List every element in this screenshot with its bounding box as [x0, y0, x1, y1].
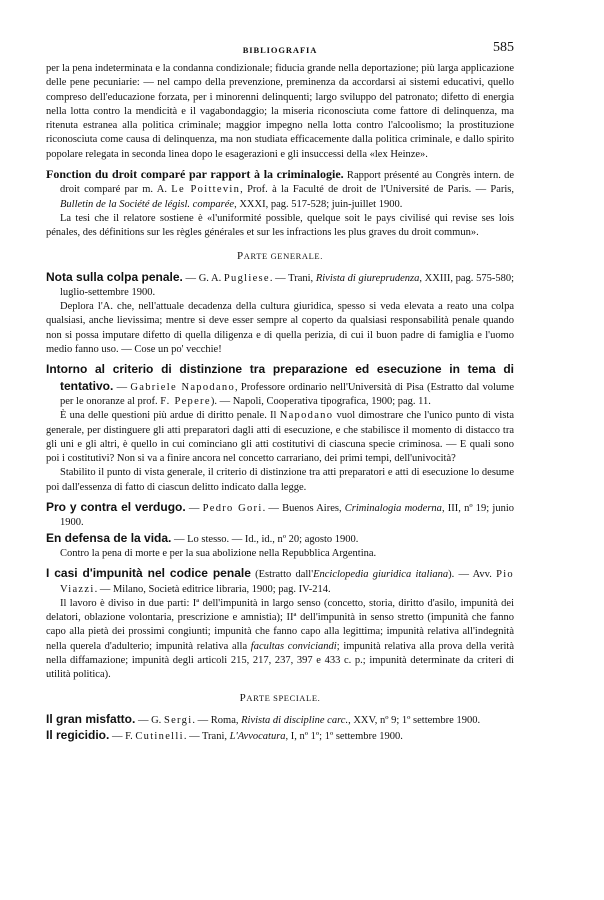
- entry-fonction: Fonction du droit comparé par rapport à la criminalogie. Rapport présenté au Congrès intern. de droit comparé par m. A. Le Poittevin, Prof. à la Faculté de droit de l'Université de Paris. — Paris, Bulletin de la Société de législ. comparée, XXXI, pag. 517-528; juin-juillet 1900.: [46, 167, 515, 210]
- entry-pro: Pro y contra el verdugo. — Pedro Gori. — Buenos Aires, Criminalogia moderna, III, nº 19; junio 1900.: [46, 500, 515, 529]
- entry-journal: Criminalogia moderna: [344, 503, 442, 515]
- entry-regicidio: Il regicidio. — F. Cutinelli. — Trani, L'Avvocatura, I, nº 1º; 1º settembre 1900.: [46, 727, 403, 742]
- entry-misfatto: Il gran misfatto. — G. Sergi. — Roma, Rivista di discipline carc., XXV, nº 9; 1º settembre 1900.: [46, 711, 481, 726]
- entry-title: Il regicidio.: [46, 727, 110, 742]
- running-title: BIBLIOGRAFIA: [242, 45, 318, 55]
- entry-author: Le Poittevin: [171, 184, 241, 196]
- entry-casi: I casi d'impunità nel codice penale (Estratto dall'Enciclopedia giuridica italiana). — Avv. Pio Viazzi. — Milano, Società editrice libraria, 1900; pag. IV-214.: [46, 566, 514, 595]
- entry-journal: Rivista di discipline carc.: [241, 714, 349, 726]
- entry-author: Cutinelli: [135, 730, 184, 742]
- entry-author: Gabriele Napodano: [130, 381, 236, 393]
- entry-journal: Enciclopedia giuridica italiana: [313, 569, 449, 581]
- page: [46, 40, 514, 744]
- entry-intorno: Intorno al criterio di distinzione tra preparazione ed esecuzione in tema di tentativo. — Gabriele Napodano, Professore ordinario nell'Università di Pisa (Estratto dal volume per le onoranze al prof. F. Pepere). — Napoli, Cooperativa tipografica, 1900; pag. 11.: [46, 362, 514, 407]
- entry-comment: La tesi che il relatore sostiene è «l'uniformité possible, quelque soit le pays civilisé qui revise ses lois pénales, des définitions sur les règles générales et sur les infractions les plus graves du droit commun».: [46, 212, 514, 239]
- section-heading-generale: PARTE GENERALE.: [237, 249, 323, 262]
- entry-author: Pedro Gori: [202, 503, 263, 515]
- entry-author: Pio Viazzi: [60, 569, 514, 595]
- entry-author: Pugliese: [223, 272, 270, 284]
- entry-title: Fonction du droit comparé par rapport à la criminalogie.: [46, 167, 344, 182]
- entry-title: Intorno al criterio di distinzione tra preparazione ed esecuzione in tema di tentativo.: [46, 362, 514, 393]
- entry-comment: Stabilito il punto di vista generale, il criterio di distinzione tra atti preparatori e atti di esecuzione lo desume poi dall'essenza di fatto di ciascun delitto indicato dalla legge.: [46, 467, 514, 493]
- entry-title: I casi d'impunità nel codice penale: [46, 566, 251, 581]
- entry-title: Pro y contra el verdugo.: [46, 500, 186, 515]
- entry-honoree: F. Pepere: [160, 395, 211, 407]
- entry-comment: Il lavoro è diviso in due parti: Iª dell'impunità in largo senso (concetto, storia, diritto d'asilo, impunità dei delatori, oblazione volontaria, prescrizione e amnistia); IIª dell'impunità in senso stretto (impunità che fanno capo alla pietà dei prossimi congiunti; impunità che fanno capo alla legittima; impunità relativa all'indegnità nella querela d'adulterio; impunità relativa alla facultas conviciandi; impunità relativa alla prova della verità nella diffamazione; impunità degli articoli 215, 217, 237, 397 e 433 c. p.; impunità determinate da criteri di utilità politica).: [46, 597, 514, 681]
- entry-comment: È una delle questioni più ardue di diritto penale. Il Napodano vuol dimostrare che l'unico punto di vista generale, per distinguere gli atti preparatori dagli atti di esecuzione, e che stabilisce il momento di distacco tra gli uni e gli altri, è quello in cui cominciano gli atti costitutivi di ciascuna specie criminosa. — E quali sono poi i costitutivi? Non si va a finire ancora nel concetto carrariano, dei primi tempi, dell'univocità?: [46, 410, 515, 465]
- entry-journal: Bulletin de la Société de législ. comparée: [60, 198, 235, 210]
- entry-nota: Nota sulla colpa penale. — G. A. Pugliese. — Trani, Rivista di giureprudenza, XXIII, pag. 575-580; luglio-settembre 1900.: [46, 269, 514, 298]
- entry-journal: L'Avvocatura: [229, 730, 286, 742]
- entry-comment: Contro la pena di morte e per la sua abolizione nella Repubblica Argentina.: [60, 547, 377, 559]
- entry-author: Sergi: [163, 714, 193, 726]
- entry-title: En defensa de la vida.: [46, 530, 172, 545]
- entry-title: Nota sulla colpa penale.: [46, 269, 183, 284]
- page-number: 585: [493, 40, 514, 55]
- entry-defensa: En defensa de la vida. — Lo stesso. — Id., id., nº 20; agosto 1900.: [46, 530, 359, 545]
- section-heading-speciale: PARTE SPECIALE.: [239, 691, 321, 704]
- continuation-paragraph: per la pena indeterminata e la condanna condizionale; fiducia grande nella deportazione; più larga applicazione delle pene pecuniarie: — nel campo della prevenzione, preminenza da accordarsi ai sistemi educativi, quello compreso dell'educazione forzata, per i minorenni delinquenti; largo sviluppo del patronato; difetto di energia nella lotta contro la mendicità e il vagabondaggio; la miseria riconosciuta come fattore di delinquenza, ma ritenuta estranea alla politica criminale; maggior impegno nella lotta contro l'alcoolismo; la prostituzione riconosciuta come causa di delinquenza, ma non studiata efficacemente dalla politica criminale, e dallo spirito popolare relegata in seconda linea dopo le esagerazioni e gli insuccessi della «lex Heinze».: [46, 63, 514, 160]
- entry-journal: Rivista di giureprudenza: [315, 272, 420, 284]
- entry-comment: Deplora l'A. che, nell'attuale decadenza della cultura giuridica, spesso si veda elevata a reato una colpa qualsiasi, anche lievissima; mentre si deve esser sempre al coperto da qualsiasi responsabilità penale quando non si possa imputare difetto di quella diligenza e di quella perizia, di cui il buon padre di famiglia e l'uomo medio fanno uso. — Cose un po' vecchie!: [46, 301, 514, 356]
- page-header: [46, 40, 514, 62]
- entry-title: Il gran misfatto.: [46, 711, 136, 726]
